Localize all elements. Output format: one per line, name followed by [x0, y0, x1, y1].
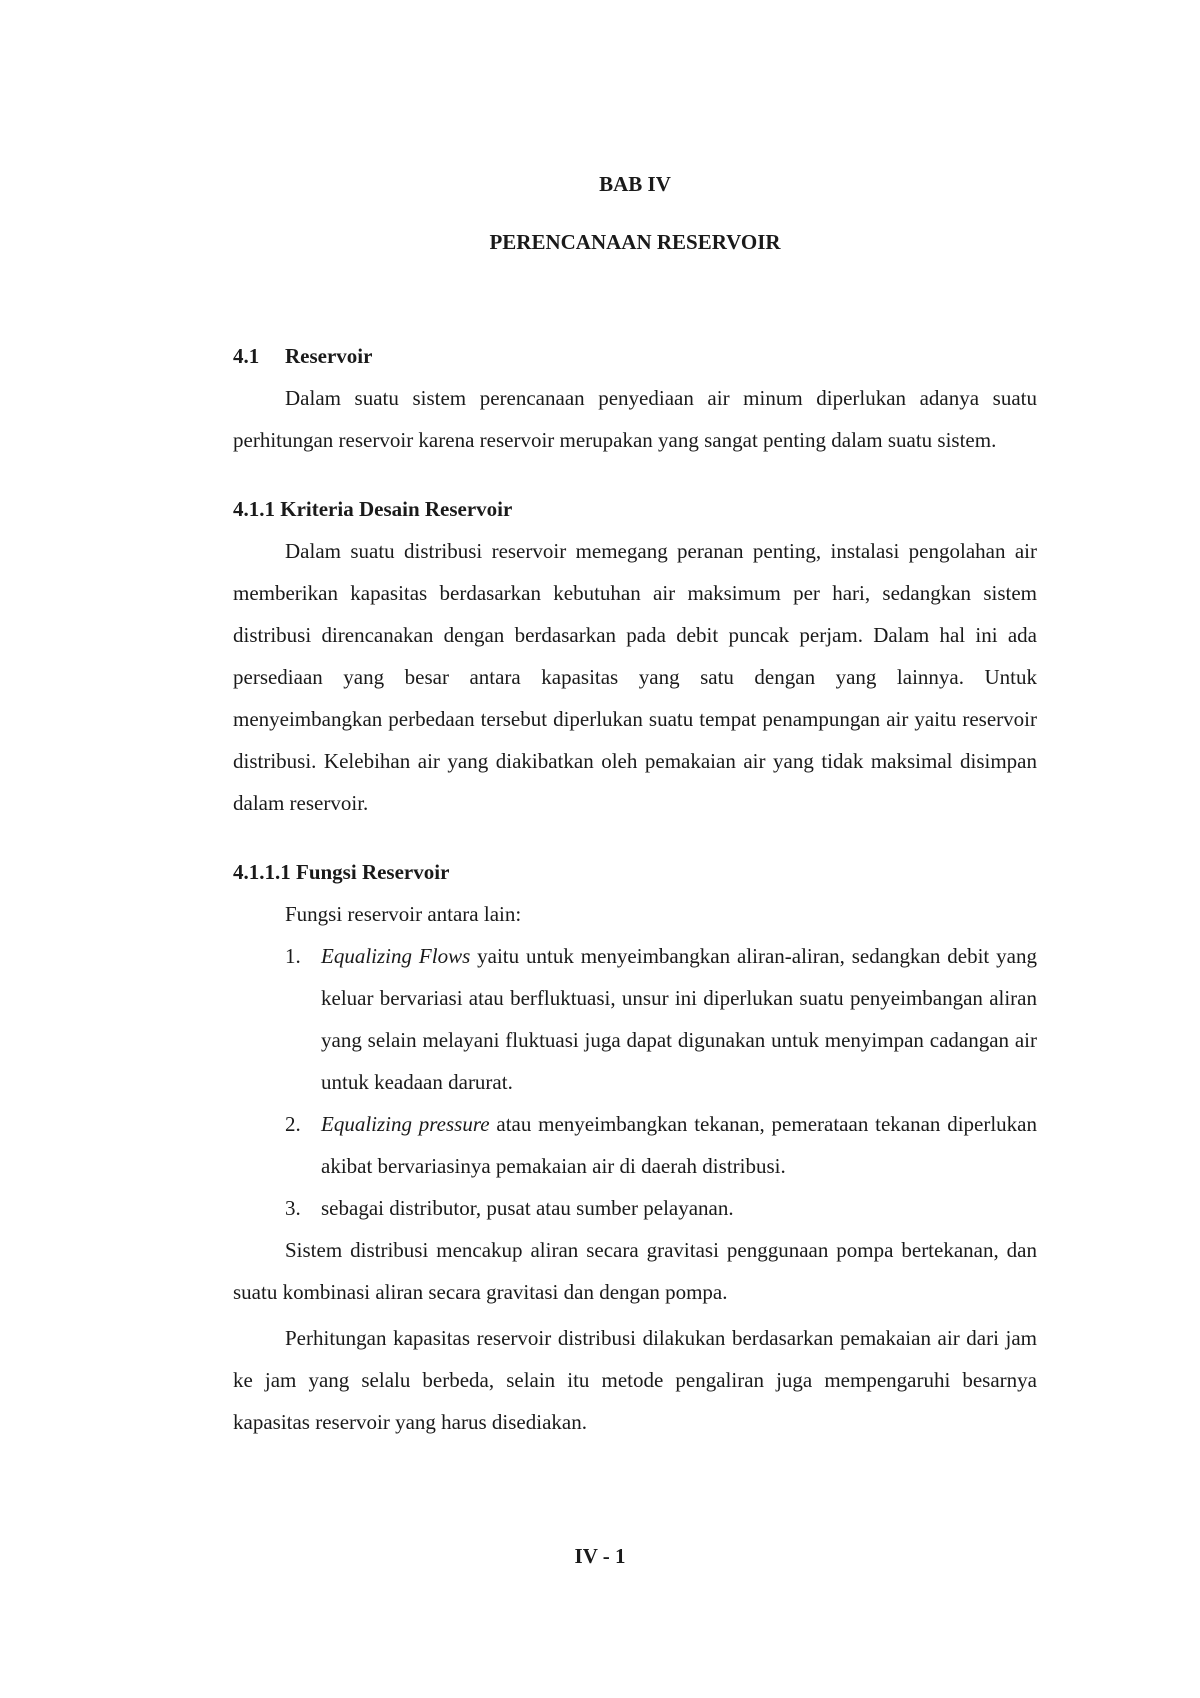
- section-4-1-1-1-heading: 4.1.1.1 Fungsi Reservoir: [233, 860, 450, 884]
- distribution-paragraph: Sistem distribusi mencakup aliran secara gravitasi penggunaan pompa bertekanan, dan suatu kombinasi aliran secara gravitasi dan dengan pompa.: [233, 1238, 1037, 1304]
- list-item: [285, 1103, 1037, 1187]
- section-4-1-title: Reservoir: [285, 344, 373, 368]
- section-4-1-paragraph: Dalam suatu sistem perencanaan penyediaan air minum diperlukan adanya suatu perhitungan reservoir karena reservoir merupakan yang sangat penting dalam suatu sistem.: [233, 386, 1037, 452]
- section-4-1-1-heading: 4.1.1 Kriteria Desain Reservoir: [233, 497, 513, 521]
- list-marker: 2.: [285, 1112, 301, 1136]
- list-item-term: Equalizing pressure: [321, 1112, 490, 1136]
- section-4-1-number: 4.1: [233, 344, 260, 368]
- list-marker: 1.: [285, 944, 301, 968]
- list-item: [285, 935, 1037, 1103]
- list-item-text: yaitu untuk menyeimbangkan aliran-aliran, sedangkan debit yang keluar bervariasi atau berfluktuasi, unsur ini diperlukan suatu penyeimbangan aliran yang selain melayani fluktuasi juga dapat digunakan untuk menyimpan cadangan air untuk keadaan darurat.: [321, 944, 1037, 1094]
- fungsi-intro: Fungsi reservoir antara lain:: [285, 902, 522, 926]
- list-item-text: sebagai distributor, pusat atau sumber pelayanan.: [321, 1196, 734, 1220]
- section-4-1-1-paragraph: Dalam suatu distribusi reservoir memegang peranan penting, instalasi pengolahan air memberikan kapasitas berdasarkan kebutuhan air maksimum per hari, sedangkan sistem distribusi direncanakan dengan berdasarkan pada debit puncak perjam. Dalam hal ini ada persediaan yang besar antara kapasitas yang satu dengan yang lainnya. Untuk menyeimbangkan perbedaan tersebut diperlukan suatu tempat penampungan air yaitu reservoir distribusi. Kelebihan air yang diakibatkan oleh pemakaian air yang tidak maksimal disimpan dalam reservoir.: [233, 539, 1037, 815]
- page-content: [233, 170, 1037, 1443]
- chapter-label: BAB IV: [599, 172, 671, 196]
- capacity-paragraph: Perhitungan kapasitas reservoir distribusi dilakukan berdasarkan pemakaian air dari jam ke jam yang selalu berbeda, selain itu metode pengaliran juga mempengaruhi besarnya kapasitas reservoir yang harus disediakan.: [233, 1326, 1037, 1434]
- page-number: IV - 1: [574, 1544, 626, 1568]
- list-marker: 3.: [285, 1196, 301, 1220]
- list-item: [285, 1187, 1037, 1229]
- fungsi-list: [233, 935, 1037, 1229]
- chapter-title: PERENCANAAN RESERVOIR: [489, 230, 781, 254]
- section-4-1-heading: [233, 342, 1037, 370]
- list-item-term: Equalizing Flows: [321, 944, 471, 968]
- list-item-text: atau menyeimbangkan tekanan, pemerataan tekanan diperlukan akibat bervariasinya pemakaian air di daerah distribusi.: [321, 1112, 1037, 1178]
